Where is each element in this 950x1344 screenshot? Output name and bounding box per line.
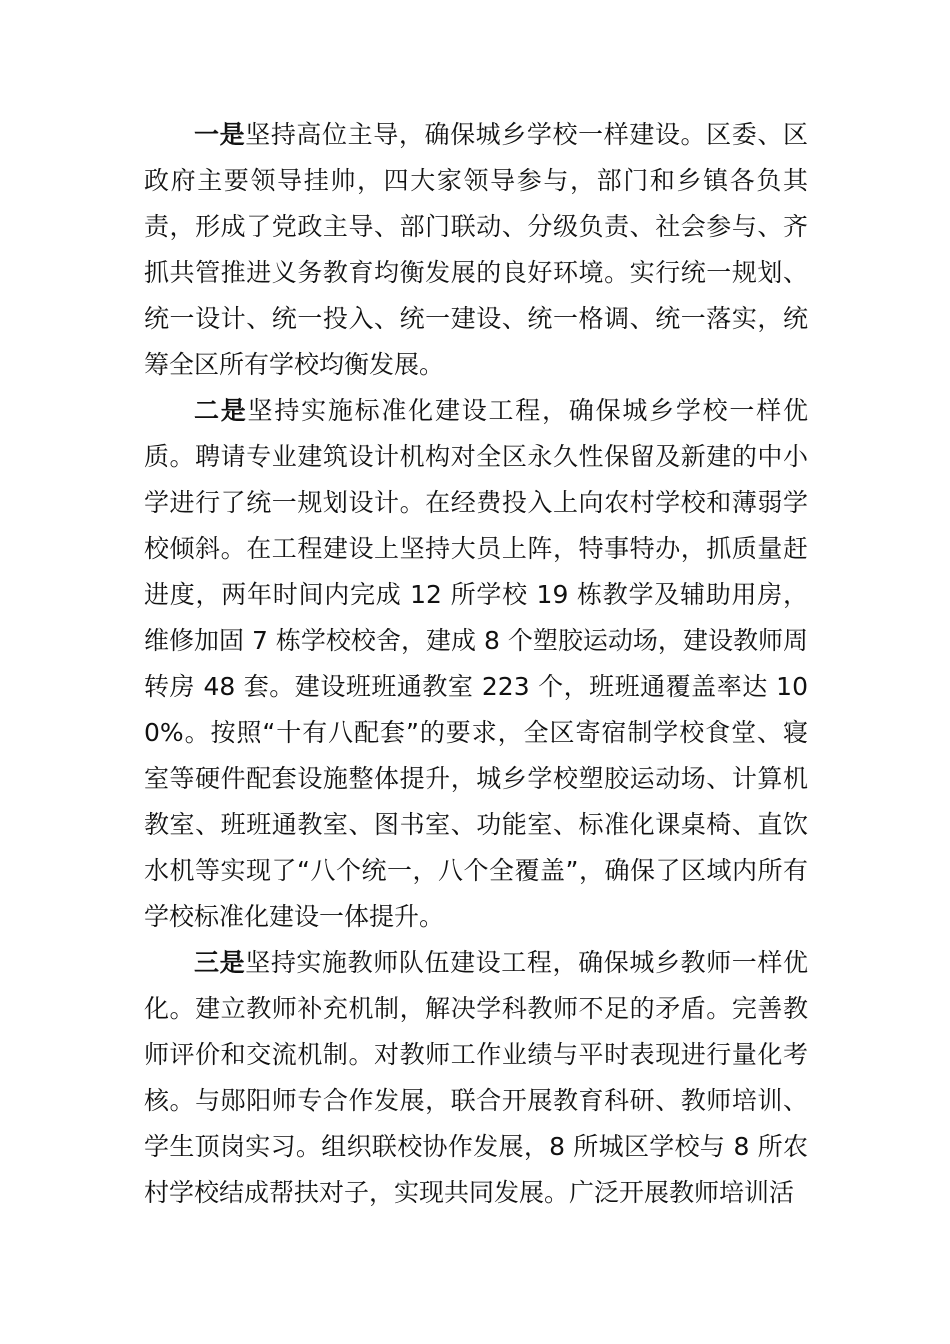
document-body [144, 112, 808, 1216]
paragraph-1-lead: 一是 [194, 120, 246, 149]
paragraph-3 [144, 940, 808, 1216]
paragraph-3-text: 坚持实施教师队伍建设工程，确保城乡教师一样优化。建立教师补充机制，解决学科教师不足的矛盾。完善教师评价和交流机制。对教师工作业绩与平时表现进行量化考核。与郧阳师专合作发展，联合开展教育科研、教师培训、学生顶岗实习。组织联校协作发展，8 所城区学校与 8 所农村学校结成帮扶对子，实现共同发展。广泛开展教师培训活 [144, 948, 808, 1207]
paragraph-2-text: 坚持实施标准化建设工程，确保城乡学校一样优质。聘请专业建筑设计机构对全区永久性保留及新建的中小学进行了统一规划设计。在经费投入上向农村学校和薄弱学校倾斜。在工程建设上坚持大员上阵，特事特办，抓质量赶进度，两年时间内完成 12 所学校 19 栋教学及辅助用房，维修加固 7 栋学校校舍，建成 8 个塑胶运动场，建设教师周转房 48 套。建设班班通教室 223 个，班班通覆盖率达 100%。按照“十有八配套”的要求，全区寄宿制学校食堂、寝室等硬件配套设施整体提升，城乡学校塑胶运动场、计算机教室、班班通教室、图书室、功能室、标准化课桌椅、直饮水机等实现了“八个统一，八个全覆盖”，确保了区域内所有学校标准化建设一体提升。 [144, 396, 808, 931]
paragraph-2-lead: 二是 [194, 396, 248, 425]
paragraph-1-text: 坚持高位主导，确保城乡学校一样建设。区委、区政府主要领导挂帅，四大家领导参与，部门和乡镇各负其责，形成了党政主导、部门联动、分级负责、社会参与、齐抓共管推进义务教育均衡发展的良好环境。实行统一规划、统一设计、统一投入、统一建设、统一格调、统一落实，统筹全区所有学校均衡发展。 [144, 120, 808, 379]
paragraph-3-lead: 三是 [194, 948, 246, 977]
paragraph-2 [144, 388, 808, 940]
paragraph-1 [144, 112, 808, 388]
